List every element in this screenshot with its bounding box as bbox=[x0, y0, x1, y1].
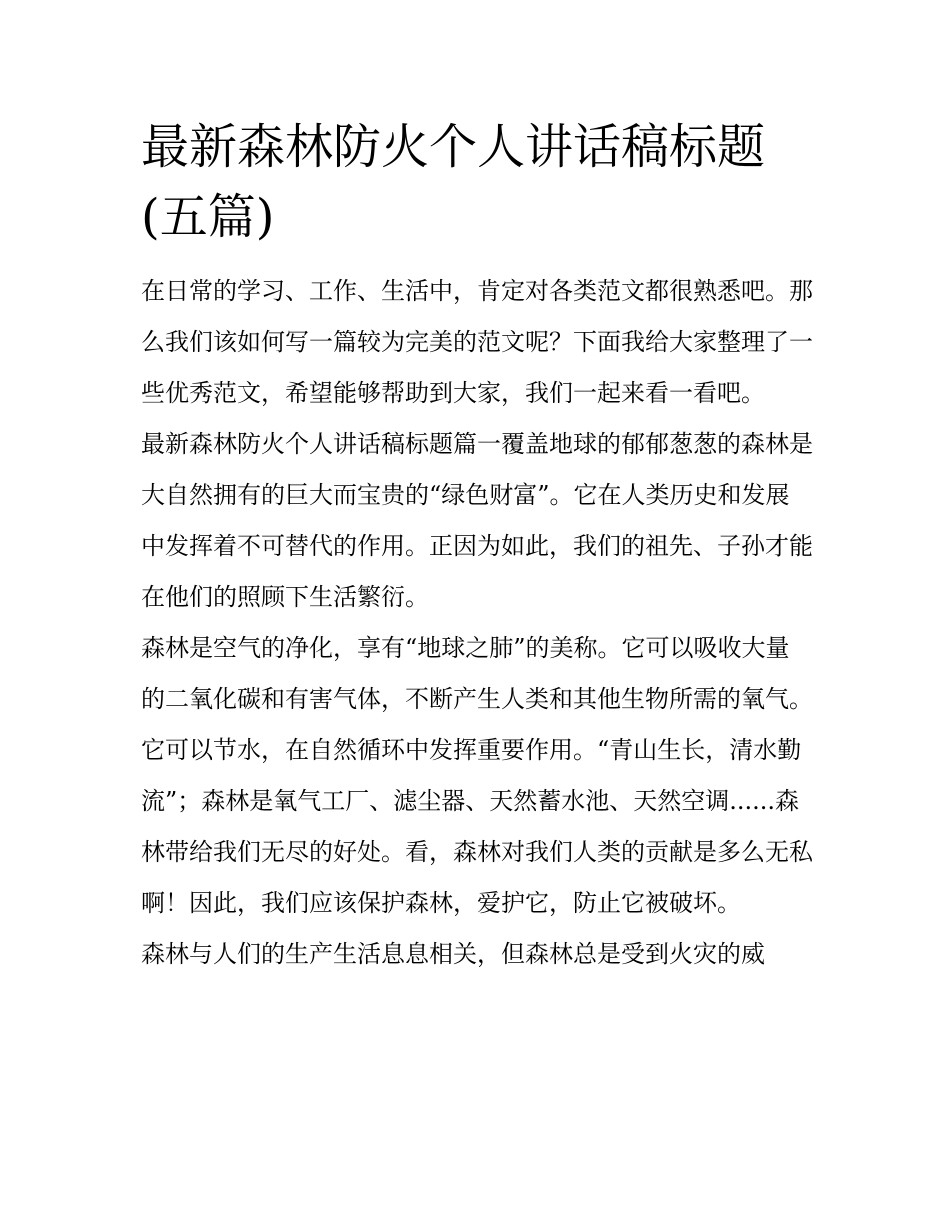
paragraph-3: 森林与人们的生产生活息息相关，但森林总是受到火灾的威 bbox=[141, 940, 765, 968]
paragraph-2: 森林是空气的净化，享有“地球之肺”的美称。它可以吸收大量的二氧化碳和有害气体，不断产生人类和其他生物所需的氧气。它可以节水，在自然循环中发挥重要作用。“青山生长，清水勤流”；森林是氧气工厂、滤尘器、天然蓄水池、天然空调......森林带给我们无尽的好处。看，森林对我们人类的贡献是多么无私啊！因此，我们应该保护森林，爱护它，防止它被破坏。 bbox=[141, 634, 813, 917]
document-body bbox=[141, 112, 813, 980]
document-title: 最新森林防火个人讲话稿标题(五篇) bbox=[141, 119, 766, 245]
paragraph-1: 最新森林防火个人讲话稿标题篇一覆盖地球的郁郁葱葱的森林是大自然拥有的巨大而宝贵的“绿色财富”。它在人类历史和发展中发挥着不可替代的作用。正因为如此，我们的祖先、子孙才能在他们的照顾下生活繁衍。 bbox=[141, 430, 813, 611]
paragraph-intro: 在日常的学习、工作、生活中，肯定对各类范文都很熟悉吧。那么我们该如何写一篇较为完美的范文呢？下面我给大家整理了一些优秀范文，希望能够帮助到大家，我们一起来看一看吧。 bbox=[141, 277, 813, 407]
